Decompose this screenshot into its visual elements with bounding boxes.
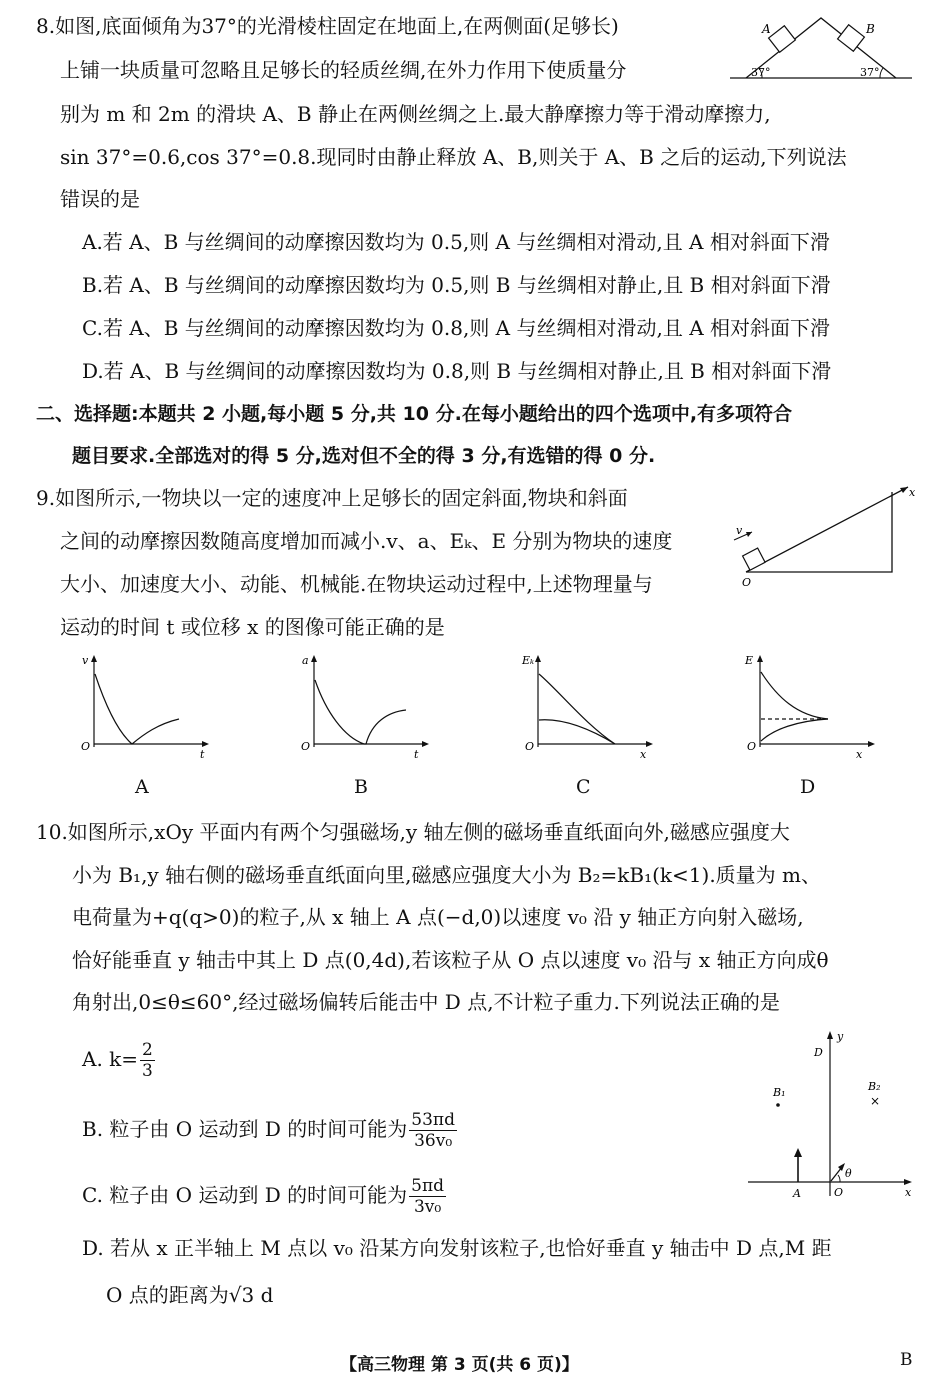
q8-line-1: 8.如图,底面倾角为37°的光滑棱柱固定在地面上,在两侧面(足够长) (36, 14, 619, 38)
q9-line-1: 9.如图所示,一物块以一定的速度冲上足够长的固定斜面,物块和斜面 (36, 486, 628, 510)
q10-label-d: D (814, 1046, 823, 1059)
q10-option-c-prefix: C. 粒子由 O 运动到 D 的时间可能为 (82, 1183, 408, 1207)
q9-graph-b-y-label: a (302, 654, 309, 667)
q9-graph-c (520, 652, 660, 761)
q10-line-2: 小为 B₁,y 轴右侧的磁场垂直纸面向里,磁感应强度大小为 B₂=kB₁(k<1).质量为 m、 (72, 863, 821, 887)
q8-line-5: 错误的是 (60, 187, 140, 211)
q10-option-b (82, 1110, 457, 1151)
q9-line-3: 大小、加速度大小、动能、机械能.在物块运动过程中,上述物理量与 (60, 572, 653, 596)
q10-option-a-numerator: 2 (142, 1040, 153, 1060)
q10-option-a-fraction (140, 1040, 155, 1081)
q9-graph-b (296, 652, 436, 761)
q9-line-2: 之间的动摩擦因数随高度增加而减小.v、a、Eₖ、E 分别为物块的速度 (60, 529, 673, 553)
q8-line-4: sin 37°=0.6,cos 37°=0.8.现同时由静止释放 A、B,则关于 A、B 之后的运动,下列说法 (60, 145, 847, 169)
q9-label-v: v (736, 524, 743, 537)
section-2-heading: 二、选择题:本题共 2 小题,每小题 5 分,共 10 分.在每小题给出的四个选项中,有多项符合 (36, 403, 793, 425)
q9-graph-c-caption: C (576, 776, 591, 798)
q8-line-2: 上铺一块质量可忽略且足够长的轻质丝绸,在外力作用下使质量分 (60, 58, 627, 82)
section-2-instructions: 题目要求.全部选对的得 5 分,选对但不全的得 3 分,有选错的得 0 分. (72, 445, 656, 467)
q10-option-b-prefix: B. 粒子由 O 运动到 D 的时间可能为 (82, 1117, 408, 1141)
q8-label-b: B (866, 22, 875, 36)
q10-option-a-prefix: A. k= (82, 1047, 139, 1071)
q9-graph-d (742, 652, 882, 761)
page-footer: 【高三物理 第 3 页(共 6 页)】 (340, 1355, 579, 1375)
q10-option-c-denominator: 3v₀ (413, 1197, 442, 1217)
q10-label-o: O (834, 1186, 844, 1199)
q10-line-3: 电荷量为+q(q>0)的粒子,从 x 轴上 A 点(−d,0)以速度 v₀ 沿 y 轴正方向射入磁场, (72, 905, 804, 929)
q9-graph-a-x-label: t (200, 748, 205, 761)
q9-line-4: 运动的时间 t 或位移 x 的图像可能正确的是 (60, 615, 445, 639)
q10-field-figure (742, 1026, 922, 1206)
q9-graph-d-caption: D (800, 776, 816, 798)
q10-option-c (82, 1176, 446, 1217)
q9-graph-c-x-label: x (640, 748, 647, 761)
q10-field-out-dot (776, 1103, 780, 1107)
q9-graph-b-x-label: t (414, 748, 419, 761)
q10-label-y: y (837, 1030, 844, 1043)
q9-graph-c-origin: O (525, 740, 535, 753)
q8-prism-figure (720, 10, 920, 85)
q9-graph-a-caption: A (135, 776, 149, 798)
q10-label-theta: θ (845, 1167, 852, 1180)
q10-option-b-denominator: 36v₀ (414, 1131, 453, 1151)
q8-option-d: D.若 A、B 与丝绸间的动摩擦因数均为 0.8,则 B 与丝绸相对静止,且 B 相对斜面下滑 (82, 359, 832, 383)
q8-angle-left: 37° (751, 66, 771, 79)
q9-axis-x: x (909, 486, 916, 499)
q8-line-3: 别为 m 和 2m 的滑块 A、B 静止在两侧丝绸之上.最大静摩擦力等于滑动摩擦力, (60, 102, 771, 126)
paper-version: B (900, 1350, 913, 1370)
q10-field-in-cross: × (870, 1094, 881, 1108)
q10-option-d-line-1: D. 若从 x 正半轴上 M 点以 v₀ 沿某方向发射该粒子,也恰好垂直 y 轴击中 D 点,M 距 (82, 1236, 832, 1260)
q9-graph-a-origin: O (81, 740, 91, 753)
q9-graph-c-y-label: Eₖ (522, 654, 535, 667)
q10-option-d-line-2: O 点的距离为√3 d (106, 1283, 274, 1307)
q10-line-1: 10.如图所示,xOy 平面内有两个匀强磁场,y 轴左侧的磁场垂直纸面向外,磁感应强度大 (36, 820, 790, 844)
q8-option-a: A.若 A、B 与丝绸间的动摩擦因数均为 0.5,则 A 与丝绸相对滑动,且 A 相对斜面下滑 (82, 230, 830, 254)
q10-label-b1: B₁ (773, 1086, 786, 1099)
q10-option-c-numerator: 5πd (411, 1176, 445, 1196)
q10-option-b-numerator: 53πd (411, 1110, 455, 1130)
q9-incline-figure (732, 482, 922, 587)
q10-label-b2: B₂ (868, 1080, 881, 1093)
q9-graph-a (76, 652, 216, 761)
q9-label-o: O (742, 576, 752, 589)
q10-option-a-denominator: 3 (142, 1061, 153, 1081)
q10-line-4: 恰好能垂直 y 轴击中其上 D 点(0,4d),若该粒子从 O 点以速度 v₀ 沿与 x 轴正方向成θ (72, 948, 829, 972)
q10-option-a (82, 1040, 155, 1081)
q9-graph-d-x-label: x (856, 748, 863, 761)
q9-graph-b-origin: O (301, 740, 311, 753)
q8-option-c: C.若 A、B 与丝绸间的动摩擦因数均为 0.8,则 A 与丝绸相对滑动,且 A 相对斜面下滑 (82, 316, 830, 340)
q10-line-5: 角射出,0≤θ≤60°,经过磁场偏转后能击中 D 点,不计粒子重力.下列说法正确的是 (72, 990, 780, 1014)
q8-option-b: B.若 A、B 与丝绸间的动摩擦因数均为 0.5,则 B 与丝绸相对静止,且 B 相对斜面下滑 (82, 273, 831, 297)
q10-label-a: A (793, 1187, 801, 1200)
q10-label-x: x (905, 1186, 912, 1199)
q9-graph-a-y-label: v (82, 654, 89, 667)
q9-graph-b-caption: B (354, 776, 368, 798)
q10-option-b-fraction (409, 1110, 457, 1151)
q9-graph-d-origin: O (747, 740, 757, 753)
q8-angle-right: 37° (860, 66, 880, 79)
q8-label-a: A (762, 22, 771, 36)
q10-option-c-fraction (409, 1176, 446, 1217)
q9-graph-d-y-label: E (745, 654, 754, 667)
